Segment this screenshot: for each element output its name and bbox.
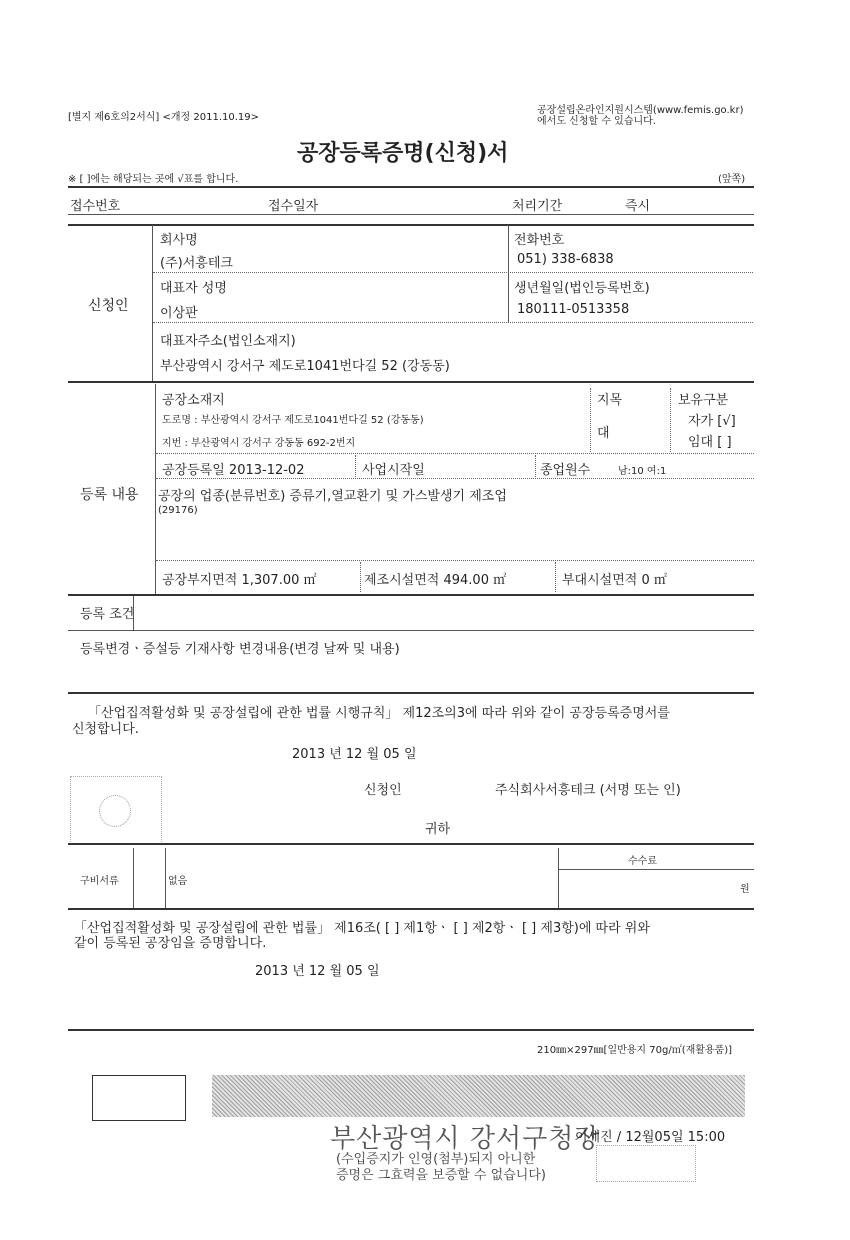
site-area: 공장부지면적 1,307.00 ㎡ [162,573,317,588]
changes-label: 등록변경ㆍ증설등 기재사항 변경내용(변경 날짜 및 내용) [80,642,400,657]
company-value: (주)서흥테크 [160,256,233,271]
divider [133,848,134,908]
docs-label: 구비서류 [80,876,119,887]
rep-value: 이상판 [160,306,198,321]
divider [152,225,153,381]
land-value: 대 [597,426,610,441]
divider [68,381,754,383]
site-label: 공장소재지 [162,393,225,408]
cert-date: 2013 년 12 월 05 일 [255,964,380,979]
validity-note: (수입증지가 인영(첨부)되지 아니한 [336,1152,536,1167]
divider [155,384,156,595]
industry-code: (29176) [158,505,198,516]
period-value: 즉시 [625,199,651,214]
period-label: 처리기간 [512,199,563,214]
issuer-seal: 부산광역시 강서구청장 [330,1124,601,1154]
addr-label: 대표자주소(법인소재지) [160,334,296,349]
request-text: 「산업집적활성화 및 공장설립에 관한 법률 시행규칙」 제12조의3에 따라 위와 같이 공장등록증명서를 [88,706,670,721]
land-label: 지목 [597,393,623,408]
divider [153,272,753,273]
phone-label: 전화번호 [514,233,565,248]
divider [153,322,753,323]
own-label: 보유구분 [678,393,729,408]
divider [156,453,754,454]
officer-timestamp: 이세진 / 12월05일 15:00 [575,1130,726,1145]
birth-label: 생년월일(법인등록번호) [514,281,650,296]
own-lease-checkbox: 임대 [ ] [688,435,732,450]
revenue-stamp-image [212,1075,745,1117]
divider [68,908,754,910]
page-title: 공장등록증명(신청)서 [297,141,509,166]
request-date: 2013 년 12 월 05 일 [292,747,417,762]
divider [68,1029,754,1031]
lot-address: 지번 : 부산광역시 강서구 강동동 692-2번지 [162,438,356,449]
validity-note-2: 증명은 그효력을 보증할 수 없습니다) [336,1168,546,1183]
emp-label: 종업원수 [540,463,591,478]
divider [360,562,361,592]
stamp-box [92,1075,186,1121]
mfg-area: 제조시설면적 494.00 ㎡ [364,573,507,588]
side-label: (앞쪽) [718,174,746,185]
docs-value: 없음 [168,876,188,887]
divider [558,848,559,908]
cert-text: 「산업집적활성화 및 공장설립에 관한 법률」 제16조( [ ] 제1항ㆍ [ ] 제2항ㆍ [ ] 제3항)에 따라 위와 [74,921,650,936]
divider [68,692,754,694]
divider [68,224,754,226]
receipt-date-label: 접수일자 [268,199,319,214]
own-self-checkbox: 자가 [√] [688,414,736,429]
divider [355,455,356,477]
form-number: [별지 제6호의2서식] <개정 2011.10.19> [68,112,260,123]
aux-area: 부대시설면적 0 ㎡ [562,573,667,588]
divider [68,630,754,631]
divider [670,388,671,452]
industry: 공장의 업종(분류번호) 증류기,열교환기 및 가스발생기 제조업 [158,489,507,504]
divider [535,455,536,477]
emp-value: 남:10 여:1 [618,466,667,477]
divider [68,214,754,215]
birth-value: 180111-0513358 [517,302,630,317]
phone-value: 051) 338-6838 [517,252,614,267]
company-label: 회사명 [160,233,198,248]
check-note: ※ [ ]에는 해당되는 곳에 √표를 합니다. [68,174,239,185]
divider [68,594,754,596]
divider [558,869,754,870]
online-note: 공장설립온라인지원시스템(www.femis.go.kr) [537,105,744,116]
fee-label: 수수료 [628,856,657,867]
receipt-no-label: 접수번호 [70,199,121,214]
road-address: 도로명 : 부산광역시 강서구 제도로1041번다길 52 (강동동) [162,415,424,426]
start-label: 사업시작일 [362,463,425,478]
rep-label: 대표자 성명 [160,281,227,296]
conditions-label: 등록 조건 [80,607,135,622]
barcode-mark [596,1145,696,1182]
divider [508,225,509,323]
seal-stamp [70,776,162,844]
applicant-label: 신청인 [364,783,402,798]
request-text-2: 신청합니다. [72,722,139,737]
addr-value: 부산광역시 강서구 제도로1041번다길 52 (강동동) [160,359,450,374]
divider [555,562,556,592]
divider [68,186,754,188]
reg-date: 공장등록일 2013-12-02 [162,463,305,478]
divider [590,388,591,452]
divider [165,848,166,908]
registration-section: 등록 내용 [80,487,139,503]
divider [68,843,754,845]
cert-text-2: 같이 등록된 공장임을 증명합니다. [74,936,267,951]
paper-spec: 210㎜×297㎜[일반용지 70g/㎡(재활용품)] [537,1045,733,1056]
applicant-section: 신청인 [88,298,129,314]
fee-unit: 원 [740,884,750,895]
divider [156,560,754,561]
online-note-2: 에서도 신청할 수 있습니다. [537,116,656,127]
addressee: 귀하 [425,822,451,837]
divider [156,478,754,479]
applicant-signature: 주식회사서흥테크 (서명 또는 인) [495,783,681,798]
